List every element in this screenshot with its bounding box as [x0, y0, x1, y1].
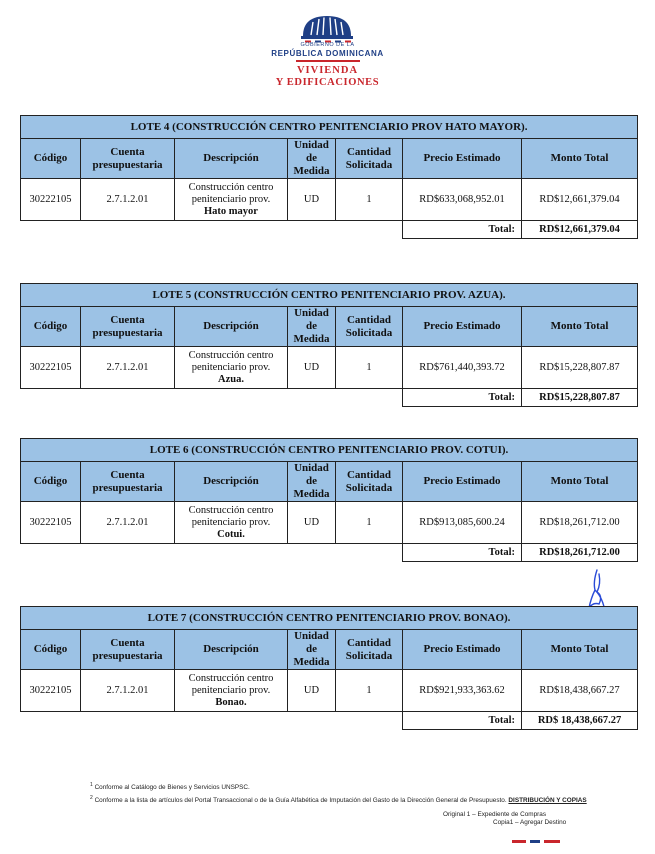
cell-cuenta: 2.7.1.2.01 — [81, 179, 175, 221]
header-logo — [0, 0, 655, 95]
desc-line: Hato mayor — [204, 205, 258, 217]
desc-line: Construcción centro — [188, 349, 274, 361]
total-label: Total: — [403, 221, 522, 239]
cell-cuenta: 2.7.1.2.01 — [81, 670, 175, 712]
agency-name-line2: Y EDIFICACIONES — [275, 77, 380, 88]
desc-line: Construcción centro — [188, 672, 274, 684]
col-header-cantidad: Cantidad Solicitada — [336, 307, 403, 347]
cell-cantidad: 1 — [336, 179, 403, 221]
table-row — [21, 670, 638, 712]
desc-line: Bonao. — [215, 696, 247, 708]
divider — [296, 60, 360, 62]
col-header-descripcion: Descripción — [175, 307, 288, 347]
total-value: RD$15,228,807.87 — [522, 389, 638, 407]
copy-line: Copia1 – Agregar Destino — [493, 819, 567, 826]
total-label: Total: — [403, 544, 522, 562]
total-value: RD$ 18,438,667.27 — [522, 712, 638, 730]
col-header-unidad: Unidad de Medida — [288, 307, 336, 347]
col-header-cuenta: Cuenta presupuestaria — [81, 139, 175, 179]
footnotes — [90, 780, 610, 806]
cell-cantidad: 1 — [336, 502, 403, 544]
col-header-cuenta: Cuenta presupuestaria — [81, 307, 175, 347]
col-header-unidad: Unidad de Medida — [288, 630, 336, 670]
total-label: Total: — [403, 389, 522, 407]
col-header-cantidad: Cantidad Solicitada — [336, 139, 403, 179]
cell-precio: RD$913,085,600.24 — [403, 502, 522, 544]
col-header-descripcion: Descripción — [175, 462, 288, 502]
cell-descripcion — [175, 670, 288, 712]
lote-title: LOTE 5 (CONSTRUCCIÓN CENTRO PENITENCIARIO PROV. AZUA). — [21, 284, 638, 307]
cell-cantidad: 1 — [336, 670, 403, 712]
lote-table — [20, 606, 637, 730]
col-header-cuenta: Cuenta presupuestaria — [81, 462, 175, 502]
cell-unidad: UD — [288, 670, 336, 712]
col-header-monto: Monto Total — [522, 139, 638, 179]
copy-line: Original 1 – Expediente de Compras — [443, 811, 547, 818]
table-row — [21, 347, 638, 389]
col-header-precio: Precio Estimado — [403, 139, 522, 179]
cell-codigo: 30222105 — [21, 502, 81, 544]
cell-descripcion — [175, 179, 288, 221]
gov-title: REPÚBLICA DOMINICANA — [271, 49, 384, 58]
desc-line: penitenciario prov. — [191, 684, 271, 696]
cell-unidad: UD — [288, 347, 336, 389]
cell-codigo: 30222105 — [21, 179, 81, 221]
lote-title: LOTE 4 (CONSTRUCCIÓN CENTRO PENITENCIARIO PROV HATO MAYOR). — [21, 116, 638, 139]
col-header-cantidad: Cantidad Solicitada — [336, 630, 403, 670]
cell-descripcion — [175, 502, 288, 544]
total-value: RD$18,261,712.00 — [522, 544, 638, 562]
desc-line: penitenciario prov. — [191, 193, 271, 205]
lote-table — [20, 438, 637, 562]
desc-line: penitenciario prov. — [191, 516, 271, 528]
col-header-monto: Monto Total — [522, 307, 638, 347]
col-header-codigo: Código — [21, 630, 81, 670]
cell-codigo: 30222105 — [21, 347, 81, 389]
lote-table — [20, 283, 637, 407]
col-header-codigo: Código — [21, 307, 81, 347]
gov-subtitle: GOBIERNO DE LA — [300, 42, 355, 48]
col-header-unidad: Unidad de Medida — [288, 139, 336, 179]
col-header-cuenta: Cuenta presupuestaria — [81, 630, 175, 670]
desc-line: Azua. — [218, 373, 244, 385]
cell-precio: RD$921,933,363.62 — [403, 670, 522, 712]
cell-unidad: UD — [288, 179, 336, 221]
footer-logo-icon — [512, 839, 560, 844]
agency-name-line1: VIVIENDA — [296, 65, 359, 76]
col-header-precio: Precio Estimado — [403, 630, 522, 670]
cell-precio: RD$633,068,952.01 — [403, 179, 522, 221]
cell-monto: RD$18,261,712.00 — [522, 502, 638, 544]
col-header-monto: Monto Total — [522, 630, 638, 670]
col-header-codigo: Código — [21, 462, 81, 502]
col-header-unidad: Unidad de Medida — [288, 462, 336, 502]
copies-list — [443, 811, 566, 827]
cell-monto: RD$15,228,807.87 — [522, 347, 638, 389]
cell-descripcion — [175, 347, 288, 389]
desc-line: Construcción centro — [188, 504, 274, 516]
col-header-cantidad: Cantidad Solicitada — [336, 462, 403, 502]
table-row — [21, 502, 638, 544]
total-label: Total: — [403, 712, 522, 730]
cell-precio: RD$761,440,393.72 — [403, 347, 522, 389]
desc-line: Construcción centro — [188, 181, 274, 193]
cell-monto: RD$12,661,379.04 — [522, 179, 638, 221]
cell-unidad: UD — [288, 502, 336, 544]
cell-cantidad: 1 — [336, 347, 403, 389]
lote-table — [20, 115, 637, 239]
col-header-precio: Precio Estimado — [403, 462, 522, 502]
desc-line: penitenciario prov. — [191, 361, 271, 373]
desc-line: Cotui. — [217, 528, 245, 540]
table-row — [21, 179, 638, 221]
footnote-2: $^2$ Conforme a la lista de artículos del Portal Transaccional o de la Guía Alfabética de Imputación del Gasto de la Dirección General de Presupuesto. DISTRIBUCIÓN Y COPIAS — [90, 795, 587, 805]
lote-title: LOTE 7 (CONSTRUCCIÓN CENTRO PENITENCIARIO PROV. BONAO). — [21, 607, 638, 630]
col-header-descripcion: Descripción — [175, 630, 288, 670]
cell-cuenta: 2.7.1.2.01 — [81, 502, 175, 544]
lote-title: LOTE 6 (CONSTRUCCIÓN CENTRO PENITENCIARIO PROV. COTUI). — [21, 439, 638, 462]
cell-cuenta: 2.7.1.2.01 — [81, 347, 175, 389]
total-value: RD$12,661,379.04 — [522, 221, 638, 239]
col-header-codigo: Código — [21, 139, 81, 179]
col-header-precio: Precio Estimado — [403, 307, 522, 347]
cell-codigo: 30222105 — [21, 670, 81, 712]
col-header-descripcion: Descripción — [175, 139, 288, 179]
distribution-label: DISTRIBUCIÓN Y COPIAS — [508, 797, 587, 805]
dome-icon — [295, 14, 359, 44]
footnote-1: $^1$ Conforme al Catálogo de Bienes y Servicios UNSPSC. — [90, 782, 250, 792]
col-header-monto: Monto Total — [522, 462, 638, 502]
cell-monto: RD$18,438,667.27 — [522, 670, 638, 712]
